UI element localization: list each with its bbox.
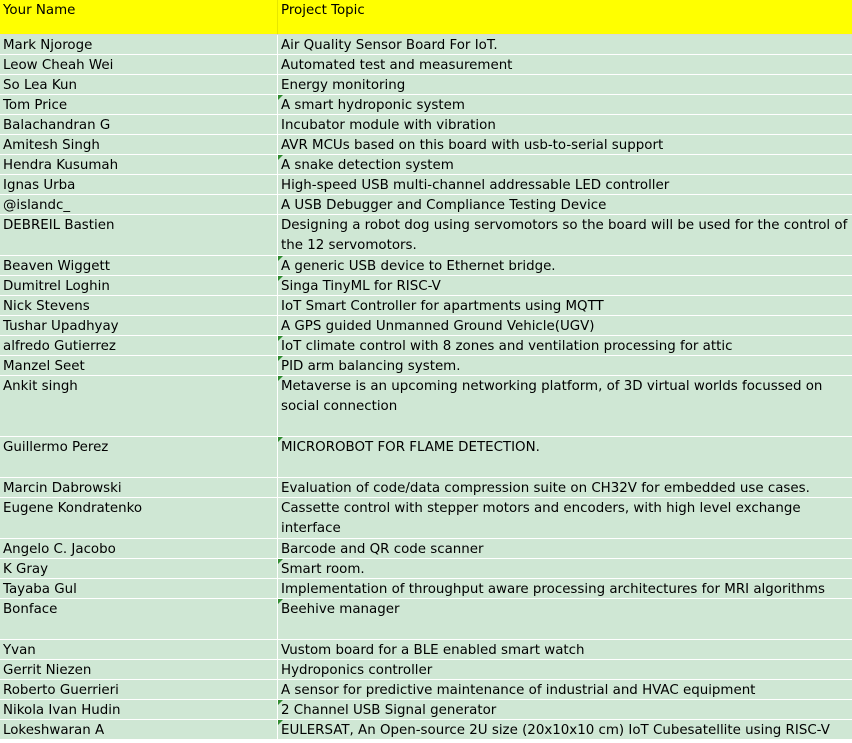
cell-name[interactable]: Eugene Kondratenko: [0, 498, 278, 538]
table-body: [0, 35, 852, 740]
cell-topic[interactable]: AVR MCUs based on this board with usb-to-serial support: [281, 138, 664, 153]
table-row: [0, 95, 852, 115]
cell-name[interactable]: alfredo Gutierrez: [0, 336, 278, 355]
cell-topic[interactable]: Hydroponics controller: [281, 663, 433, 678]
cell-topic[interactable]: IoT climate control with 8 zones and ventilation processing for attic: [278, 336, 852, 355]
table-row: [0, 680, 852, 700]
cell-name[interactable]: Amitesh Singh: [0, 135, 278, 154]
cell-topic[interactable]: A smart hydroponic system: [278, 95, 852, 114]
cell-name[interactable]: Tayaba Gul: [0, 579, 278, 598]
table-row: [0, 35, 852, 55]
cell-name[interactable]: Nick Stevens: [0, 296, 278, 315]
table-row: [0, 437, 852, 478]
header-cell-topic[interactable]: Project Topic: [281, 3, 365, 18]
cell-name[interactable]: Yvan: [0, 640, 278, 659]
cell-name[interactable]: @islandc_: [0, 195, 278, 214]
cell-name[interactable]: Lokeshwaran A: [0, 720, 278, 739]
cell-topic[interactable]: MICROROBOT FOR FLAME DETECTION.: [278, 437, 852, 477]
table-row: [0, 559, 852, 579]
cell-name[interactable]: So Lea Kun: [0, 75, 278, 94]
table-row: [0, 356, 852, 376]
cell-topic[interactable]: Smart room.: [278, 559, 852, 578]
table-row: [0, 700, 852, 720]
cell-topic[interactable]: High-speed USB multi-channel addressable LED controller: [281, 178, 670, 193]
table-row: [0, 55, 852, 75]
cell-name[interactable]: Roberto Guerrieri: [0, 680, 278, 699]
cell-topic[interactable]: Designing a robot dog using servomotors so the board will be used for the control of the 12 servomotors.: [281, 218, 848, 253]
table-row: [0, 720, 852, 740]
cell-topic[interactable]: A GPS guided Unmanned Ground Vehicle(UGV): [281, 319, 595, 334]
cell-topic[interactable]: A snake detection system: [278, 155, 852, 174]
cell-name[interactable]: Beaven Wiggett: [0, 256, 278, 275]
cell-topic[interactable]: A sensor for predictive maintenance of industrial and HVAC equipment: [281, 683, 756, 698]
table-row: [0, 175, 852, 195]
cell-name[interactable]: Tushar Upadhyay: [0, 316, 278, 335]
cell-topic[interactable]: Automated test and measurement: [281, 58, 513, 73]
cell-topic[interactable]: Vustom board for a BLE enabled smart watch: [281, 643, 585, 658]
cell-name[interactable]: Dumitrel Loghin: [0, 276, 278, 295]
cell-topic[interactable]: Air Quality Sensor Board For IoT.: [281, 38, 498, 53]
cell-name[interactable]: Bonface: [0, 599, 278, 639]
table-row: [0, 135, 852, 155]
cell-name[interactable]: Leow Cheah Wei: [0, 55, 278, 74]
cell-topic[interactable]: IoT Smart Controller for apartments using MQTT: [281, 299, 604, 314]
table-row: [0, 215, 852, 256]
cell-name[interactable]: Marcin Dabrowski: [0, 478, 278, 497]
cell-topic[interactable]: Energy monitoring: [281, 78, 406, 93]
cell-name[interactable]: K Gray: [0, 559, 278, 578]
table-row: [0, 640, 852, 660]
cell-name[interactable]: Manzel Seet: [0, 356, 278, 375]
table-row: [0, 316, 852, 336]
cell-name[interactable]: Hendra Kusumah: [0, 155, 278, 174]
cell-name[interactable]: Mark Njoroge: [0, 35, 278, 54]
table-row: [0, 115, 852, 135]
cell-topic[interactable]: PID arm balancing system.: [278, 356, 852, 375]
table-row: [0, 155, 852, 175]
cell-topic[interactable]: Implementation of throughput aware processing architectures for MRI algorithms: [281, 582, 825, 597]
cell-name[interactable]: Guillermo Perez: [0, 437, 278, 477]
table-row: [0, 579, 852, 599]
cell-name[interactable]: Tom Price: [0, 95, 278, 114]
cell-name[interactable]: Gerrit Niezen: [0, 660, 278, 679]
cell-name[interactable]: Ankit singh: [0, 376, 278, 436]
table-row: [0, 478, 852, 498]
table-row: [0, 376, 852, 437]
cell-topic[interactable]: A generic USB device to Ethernet bridge.: [278, 256, 852, 275]
cell-topic[interactable]: A USB Debugger and Compliance Testing Device: [281, 198, 607, 213]
table-row: [0, 75, 852, 95]
cell-topic[interactable]: Cassette control with stepper motors and encoders, with high level exchange interface: [281, 501, 801, 536]
cell-name[interactable]: DEBREIL Bastien: [0, 215, 278, 255]
cell-topic[interactable]: Beehive manager: [278, 599, 852, 639]
table-row: [0, 336, 852, 356]
cell-name[interactable]: Nikola Ivan Hudin: [0, 700, 278, 719]
cell-topic[interactable]: Metaverse is an upcoming networking platform, of 3D virtual worlds focussed on social connection: [278, 376, 852, 436]
cell-topic[interactable]: EULERSAT, An Open-source 2U size (20x10x10 cm) IoT Cubesatellite using RISC-V: [278, 720, 852, 739]
table-row: [0, 498, 852, 539]
cell-name[interactable]: Angelo C. Jacobo: [0, 539, 278, 558]
header-row: [0, 0, 852, 35]
cell-name[interactable]: Ignas Urba: [0, 175, 278, 194]
cell-topic[interactable]: Evaluation of code/data compression suite on CH32V for embedded use cases.: [281, 481, 810, 496]
table-row: [0, 660, 852, 680]
cell-topic[interactable]: Barcode and QR code scanner: [281, 542, 484, 557]
cell-topic[interactable]: Singa TinyML for RISC-V: [278, 276, 852, 295]
table-row: [0, 296, 852, 316]
cell-name[interactable]: Balachandran G: [0, 115, 278, 134]
cell-topic[interactable]: Incubator module with vibration: [281, 118, 496, 133]
cell-topic[interactable]: 2 Channel USB Signal generator: [278, 700, 852, 719]
table-row: [0, 195, 852, 215]
table-row: [0, 256, 852, 276]
header-cell-name[interactable]: Your Name: [0, 0, 278, 34]
table-row: [0, 276, 852, 296]
table-row: [0, 599, 852, 640]
table-row: [0, 539, 852, 559]
